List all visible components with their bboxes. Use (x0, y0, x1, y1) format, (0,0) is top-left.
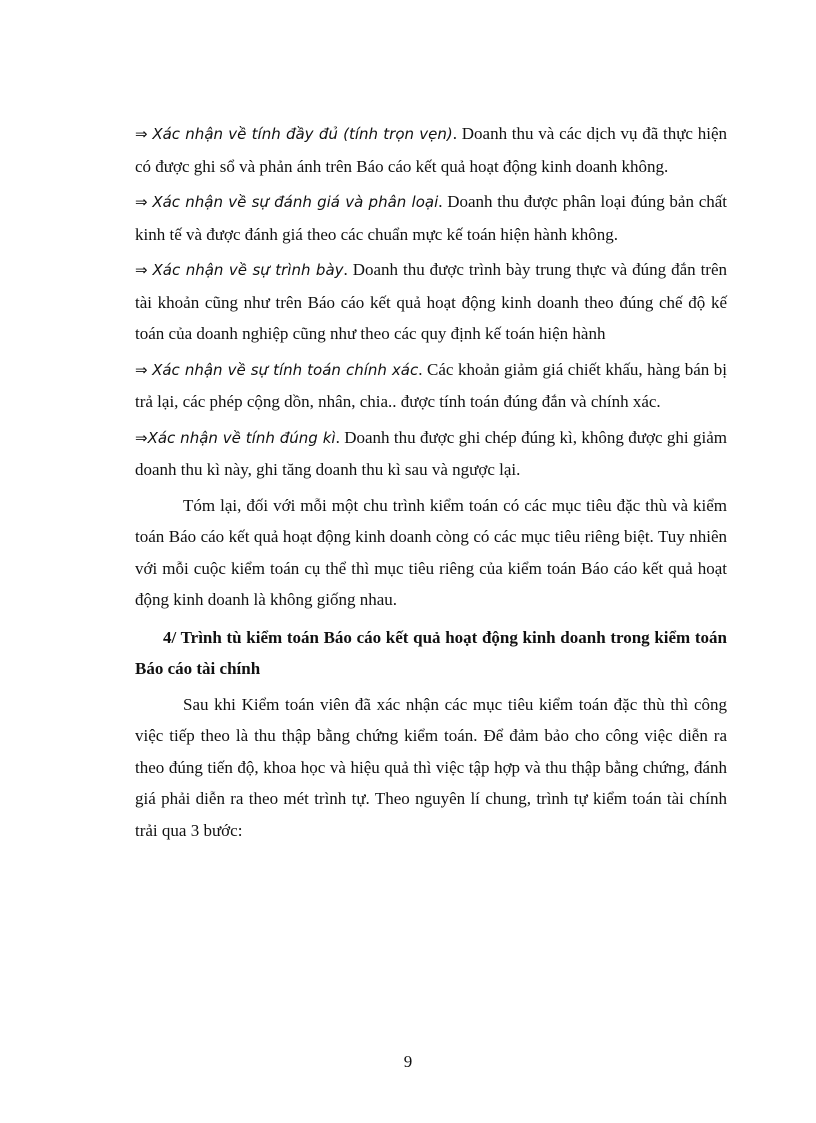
implies-arrow-icon: ⇒ (135, 428, 148, 447)
assertion-presentation (135, 254, 727, 350)
section-heading: 4/ Trình tù kiểm toán Báo cáo kết quả hoạt động kinh doanh trong kiểm toán Báo cáo tài chính (135, 627, 727, 678)
implies-arrow-icon: ⇒ (135, 193, 148, 211)
assertion-text: . Các khoản giảm giá chiết khấu, hàng bán bị trả lại, các phép cộng dồn, nhân, chia.. được tính toán đúng đắn và chính xác. (135, 359, 727, 411)
assertion-text: . Doanh thu được phân loại đúng bản chất kinh tế và được đánh giá theo các chuẩn mực kế toán hiện hành không. (135, 192, 728, 244)
assertion-label: Xác nhận về tính đầy đủ (tính trọn vẹn) (152, 125, 453, 143)
page-number: 9 (403, 1052, 413, 1071)
body-paragraph: Sau khi Kiểm toán viên đã xác nhận các mục tiêu kiểm toán đặc thù thì công việc tiếp theo là thu thập bằng chứng kiểm toán. Để đảm bảo cho công việc diễn ra theo đúng tiến độ, khoa học và hiệu quả thì việc tập hợp và thu thập bằng chứng, đánh giá phải diễn ra theo mét trình tự. Theo nguyên lí chung, trình tự kiểm toán tài chính trải qua 3 bước: (135, 694, 727, 840)
assertion-label: Xác nhận về sự tính toán chính xác (152, 360, 419, 379)
document-page (135, 118, 727, 850)
assertion-label: Xác nhận về sự trình bày (152, 261, 344, 279)
assertion-text: . Doanh thu và các dịch vụ đã thực hiện có được ghi sổ và phản ánh trên Báo cáo kết quả hoạt động kinh doanh không. (135, 124, 727, 176)
summary-paragraph: Tóm lại, đối với mỗi một chu trình kiểm toán có các mục tiêu đặc thù và kiểm toán Báo cáo kết quả hoạt động kinh doanh còng có các mục tiêu riêng biệt. Tuy nhiên với mỗi cuộc kiểm toán cụ thể thì mục tiêu riêng của kiểm toán Báo cáo kết quả hoạt động kinh doanh là không giống nhau. (135, 495, 727, 609)
assertion-valuation (135, 186, 727, 250)
assertion-completeness (135, 118, 727, 182)
assertion-text: . Doanh thu được ghi chép đúng kì, không được ghi giảm doanh thu kì này, ghi tăng doanh thu kì sau và ngược lại. (135, 427, 727, 479)
assertion-accuracy (135, 354, 727, 418)
assertion-label: Xác nhận về tính đúng kì (147, 428, 336, 447)
implies-arrow-icon: ⇒ (135, 261, 148, 279)
implies-arrow-icon: ⇒ (135, 125, 148, 143)
assertion-cutoff (135, 422, 727, 486)
assertion-label: Xác nhận về sự đánh giá và phân loại (152, 193, 439, 211)
assertion-text: . Doanh thu được trình bày trung thực và đúng đắn trên tài khoản cũng như trên Báo cáo kết quả hoạt động kinh doanh theo đúng chế độ kế toán của doanh nghiệp cũng như theo các quy định kế toán hiện hành (135, 260, 728, 343)
implies-arrow-icon: ⇒ (135, 360, 148, 379)
